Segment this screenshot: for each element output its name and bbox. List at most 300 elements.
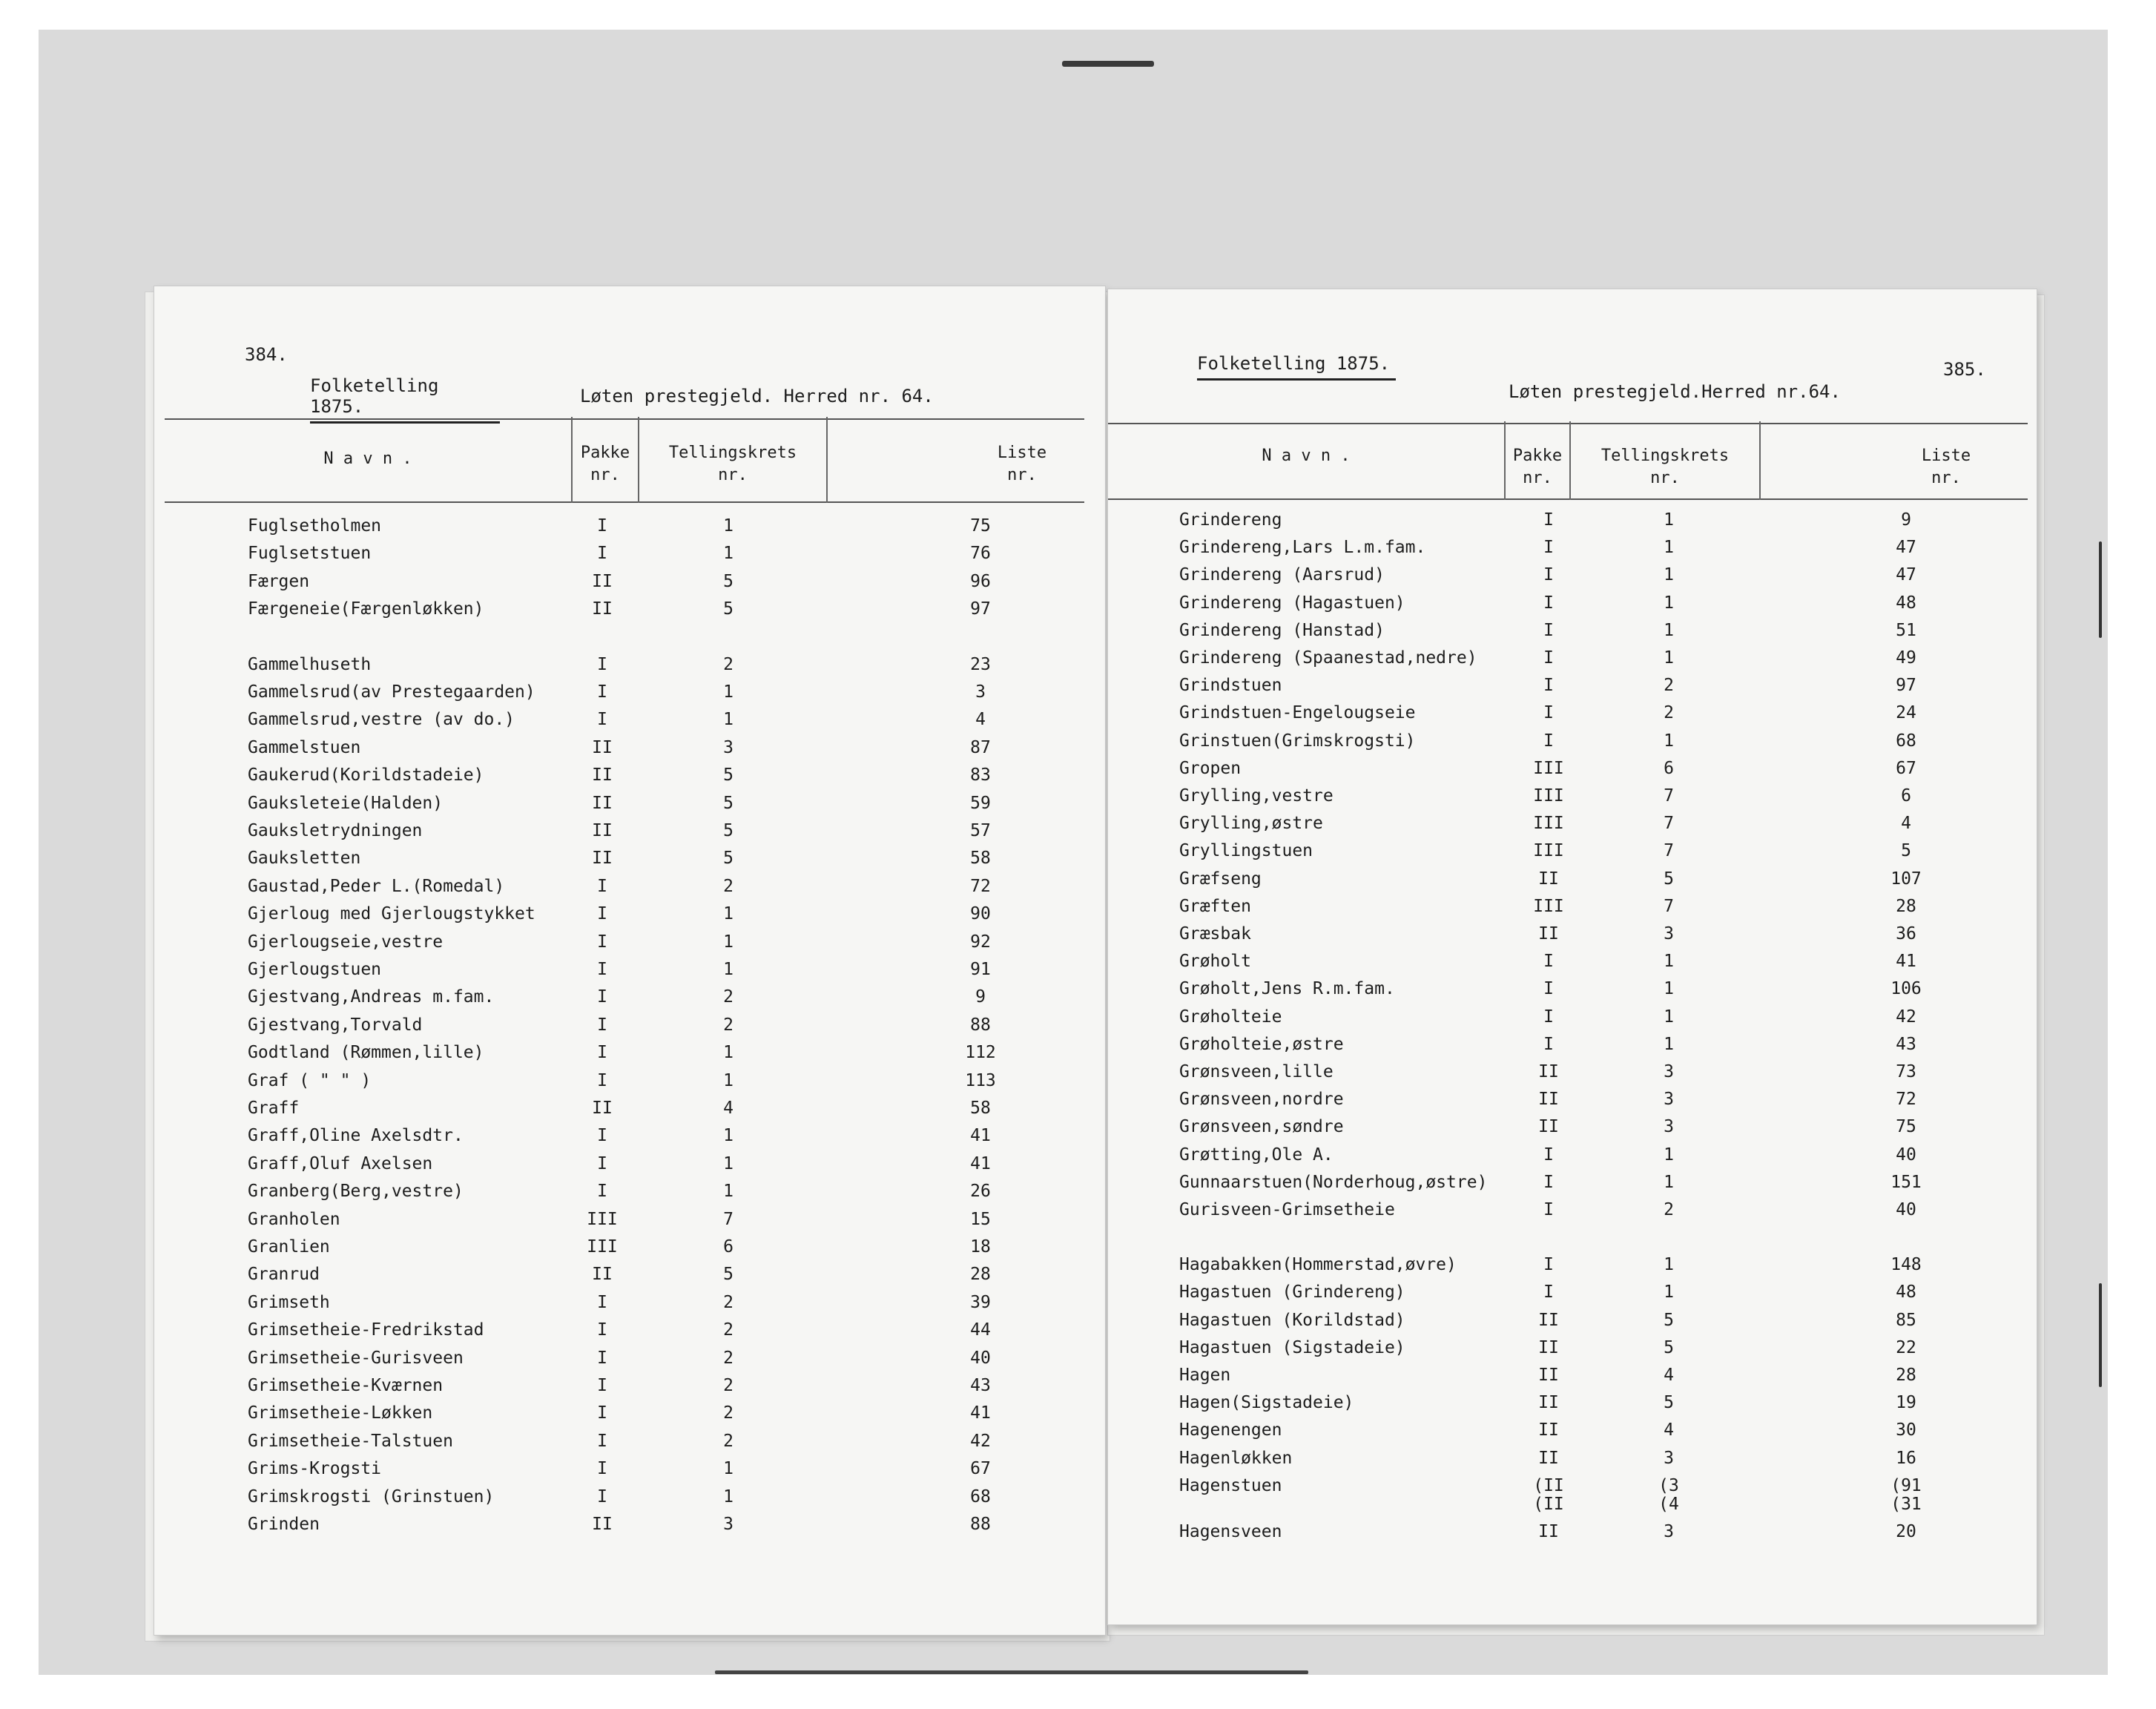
header-pakke-line1: Pakke bbox=[580, 444, 630, 462]
row-pakke-nr: II bbox=[592, 1265, 613, 1285]
row-name: Granlien bbox=[248, 1237, 330, 1257]
row-name: Grindstuen-Engelougseie bbox=[1179, 703, 1416, 723]
row-tellingskrets-nr: 1 bbox=[1664, 1034, 1674, 1054]
row-tellingskrets-nr: 1 bbox=[1664, 952, 1674, 972]
row-name: Grindereng,Lars L.m.fam. bbox=[1179, 538, 1426, 558]
row-liste-nr: 90 bbox=[970, 904, 991, 924]
table-row bbox=[154, 932, 1105, 960]
row-liste-nr: 58 bbox=[970, 849, 991, 869]
row-pakke-nr: I bbox=[597, 987, 607, 1007]
table-row bbox=[154, 987, 1105, 1015]
row-name: Hagensveen bbox=[1179, 1522, 1282, 1542]
table-row bbox=[1108, 786, 2037, 814]
table-row bbox=[154, 1293, 1105, 1320]
row-liste-nr: 85 bbox=[1896, 1310, 1916, 1330]
table-row bbox=[154, 1265, 1105, 1292]
row-tellingskrets-nr: 3 bbox=[1664, 1117, 1674, 1137]
row-liste-nr: 49 bbox=[1896, 648, 1916, 668]
row-name: Gjestvang,Torvald bbox=[248, 1015, 423, 1035]
census-title: Folketelling 1875. bbox=[1197, 353, 1396, 381]
row-liste-nr: 44 bbox=[970, 1320, 991, 1340]
table-row bbox=[154, 1459, 1105, 1486]
row-pakke-nr: II bbox=[592, 821, 613, 840]
row-liste-nr: 88 bbox=[970, 1015, 991, 1035]
table-row bbox=[1108, 1145, 2037, 1173]
table-row bbox=[154, 544, 1105, 571]
row-tellingskrets-nr: 2 bbox=[723, 1348, 733, 1368]
left-page bbox=[154, 286, 1105, 1635]
row-tellingskrets-nr: 5 bbox=[1664, 1310, 1674, 1330]
table-row bbox=[1108, 1449, 2037, 1476]
row-name: Grøholteie bbox=[1179, 1007, 1282, 1027]
row-pakke-nr: III bbox=[1533, 814, 1564, 834]
header-tellingskrets-line1: Tellingskrets bbox=[1600, 447, 1730, 465]
table-row bbox=[154, 849, 1105, 876]
row-pakke-nr: I bbox=[1543, 565, 1554, 585]
table-row bbox=[1108, 1117, 2037, 1145]
row-liste-nr: 42 bbox=[970, 1431, 991, 1451]
row-name: Grindereng (Hanstad) bbox=[1179, 620, 1385, 640]
row-liste-nr: 72 bbox=[1896, 1090, 1916, 1110]
row-liste-nr: 59 bbox=[970, 793, 991, 813]
header-pakke-line2: nr. bbox=[1523, 469, 1552, 487]
row-name: Græften bbox=[1179, 896, 1251, 916]
row-liste-nr: 18 bbox=[970, 1237, 991, 1257]
row-tellingskrets-nr: 1 bbox=[1664, 593, 1674, 613]
row-tellingskrets-nr: 2 bbox=[723, 1320, 733, 1340]
row-name: Græsbak bbox=[1179, 924, 1251, 944]
header-liste-line2: nr. bbox=[1931, 469, 1961, 487]
row-pakke-nr: III bbox=[1533, 841, 1564, 861]
row-liste-nr: 76 bbox=[970, 544, 991, 564]
table-row bbox=[1108, 897, 2037, 924]
row-pakke-nr: I bbox=[1543, 593, 1554, 613]
row-name: Grønsveen,lille bbox=[1179, 1062, 1334, 1081]
row-tellingskrets-nr: 4 bbox=[1664, 1366, 1674, 1385]
table-header-rule bbox=[1108, 498, 2028, 500]
row-name: Hagen(Sigstadeie) bbox=[1179, 1393, 1354, 1413]
row-liste-nr: 41 bbox=[970, 1403, 991, 1423]
row-tellingskrets-nr: 2 bbox=[723, 876, 733, 896]
table-row bbox=[1108, 1090, 2037, 1117]
row-pakke-nr: I bbox=[597, 904, 607, 924]
row-liste-nr: 28 bbox=[1896, 896, 1916, 916]
table-row bbox=[154, 1403, 1105, 1431]
row-pakke-nr: II bbox=[592, 793, 613, 813]
header-liste bbox=[955, 442, 1089, 487]
row-name: Grimsetheie-Talstuen bbox=[248, 1431, 453, 1451]
row-pakke-nr: I bbox=[597, 960, 607, 979]
row-name: Gropen bbox=[1179, 758, 1242, 778]
table-row bbox=[154, 1376, 1105, 1403]
row-liste-nr: 113 bbox=[965, 1070, 996, 1090]
row-pakke-nr: I bbox=[597, 1292, 607, 1312]
row-pakke-nr: I bbox=[597, 1320, 607, 1340]
row-pakke-nr: I bbox=[1543, 703, 1554, 723]
row-name: Godtland (Rømmen,lille) bbox=[248, 1043, 484, 1063]
header-navn: N a v n . bbox=[323, 450, 412, 468]
row-liste-nr: 58 bbox=[970, 1099, 991, 1118]
top-scan-mark bbox=[1062, 61, 1154, 67]
row-tellingskrets-nr: 3 bbox=[723, 1515, 733, 1534]
table-row bbox=[154, 765, 1105, 793]
row-tellingskrets-nr: 5 bbox=[723, 849, 733, 869]
row-tellingskrets-nr: 7 bbox=[1664, 896, 1674, 916]
table-row bbox=[154, 516, 1105, 544]
row-liste-nr: 47 bbox=[1896, 538, 1916, 558]
row-pakke-nr: (II bbox=[1533, 1495, 1564, 1514]
row-tellingskrets-nr: 4 bbox=[723, 1099, 733, 1118]
row-name: Fuglsetholmen bbox=[248, 516, 382, 536]
row-tellingskrets-nr: 3 bbox=[1664, 1062, 1674, 1081]
row-name: Grimskrogsti (Grinstuen) bbox=[248, 1486, 495, 1507]
row-name: Grøholteie,østre bbox=[1179, 1034, 1344, 1054]
row-name: Grinstuen(Grimskrogsti) bbox=[1179, 731, 1416, 751]
row-tellingskrets-nr: 1 bbox=[1664, 510, 1674, 530]
row-liste-nr: 67 bbox=[1896, 758, 1916, 778]
row-name: Gunnaarstuen(Norderhoug,østre) bbox=[1179, 1172, 1488, 1192]
table-row bbox=[154, 1071, 1105, 1099]
row-pakke-nr: II bbox=[1538, 1393, 1559, 1413]
header-pakke-line1: Pakke bbox=[1512, 447, 1563, 465]
row-pakke-nr: I bbox=[1543, 538, 1554, 558]
row-tellingskrets-nr: 3 bbox=[1664, 1522, 1674, 1542]
row-pakke-nr: I bbox=[597, 1182, 607, 1202]
right-page bbox=[1108, 289, 2037, 1624]
row-name: Graff,Oline Axelsdtr. bbox=[248, 1126, 464, 1146]
table-row bbox=[154, 1015, 1105, 1043]
row-name: Grimsetheie-Gurisveen bbox=[248, 1348, 464, 1368]
row-tellingskrets-nr: 1 bbox=[1664, 731, 1674, 751]
row-pakke-nr: I bbox=[1543, 1282, 1554, 1303]
row-pakke-nr: II bbox=[592, 599, 613, 619]
row-pakke-nr: II bbox=[592, 1099, 613, 1118]
table-row bbox=[154, 1432, 1105, 1459]
row-tellingskrets-nr: 1 bbox=[1664, 1145, 1674, 1165]
table-top-rule bbox=[165, 418, 1084, 420]
page-number: 385. bbox=[1943, 359, 1986, 380]
table-row bbox=[1108, 1200, 2037, 1228]
row-name: Grindstuen bbox=[1179, 676, 1282, 696]
row-name: Grindereng bbox=[1179, 510, 1282, 530]
row-liste-nr: 107 bbox=[1890, 869, 1922, 889]
row-tellingskrets-nr: 5 bbox=[723, 821, 733, 840]
row-tellingskrets-nr: 3 bbox=[1664, 1090, 1674, 1110]
row-name: Grindereng (Hagastuen) bbox=[1179, 593, 1405, 613]
row-tellingskrets-nr: 7 bbox=[1664, 786, 1674, 806]
row-pakke-nr: I bbox=[1543, 1255, 1554, 1275]
row-tellingskrets-nr: 2 bbox=[723, 1292, 733, 1312]
census-title: Folketelling 1875. bbox=[310, 375, 500, 424]
row-name: Granrud bbox=[248, 1265, 320, 1285]
row-liste-nr: 47 bbox=[1896, 565, 1916, 585]
row-tellingskrets-nr: 1 bbox=[723, 682, 733, 702]
row-liste-nr: 22 bbox=[1896, 1337, 1916, 1357]
right-edge-mark bbox=[2099, 1283, 2102, 1387]
row-pakke-nr: I bbox=[597, 1153, 607, 1173]
row-tellingskrets-nr: 1 bbox=[1664, 1007, 1674, 1027]
table-row bbox=[1108, 759, 2037, 786]
header-liste bbox=[1879, 445, 2013, 490]
row-tellingskrets-nr: 1 bbox=[1664, 648, 1674, 668]
row-liste-nr: 23 bbox=[970, 654, 991, 674]
row-name: Grønsveen,nordre bbox=[1179, 1090, 1344, 1110]
row-liste-nr: 24 bbox=[1896, 703, 1916, 723]
row-pakke-nr: I bbox=[1543, 676, 1554, 696]
row-liste-nr: 75 bbox=[1896, 1117, 1916, 1137]
row-liste-nr: 41 bbox=[970, 1153, 991, 1173]
table-row bbox=[154, 1487, 1105, 1515]
column-separator bbox=[826, 417, 828, 503]
table-row bbox=[1108, 1311, 2037, 1338]
row-pakke-nr: I bbox=[597, 1070, 607, 1090]
row-liste-nr: 39 bbox=[970, 1292, 991, 1312]
row-liste-nr: 48 bbox=[1896, 593, 1916, 613]
table-row bbox=[1108, 1420, 2037, 1448]
table-row bbox=[1108, 510, 2037, 538]
header-liste-line1: Liste bbox=[997, 444, 1047, 462]
row-tellingskrets-nr: 5 bbox=[1664, 1393, 1674, 1413]
row-tellingskrets-nr: 2 bbox=[1664, 703, 1674, 723]
row-pakke-nr: I bbox=[1543, 648, 1554, 668]
row-liste-nr: 43 bbox=[970, 1376, 991, 1395]
row-pakke-nr: I bbox=[1543, 510, 1554, 530]
row-pakke-nr: (II bbox=[1533, 1475, 1564, 1495]
row-liste-nr: 68 bbox=[1896, 731, 1916, 751]
table-row bbox=[1108, 703, 2037, 731]
row-pakke-nr: II bbox=[1538, 1310, 1559, 1330]
row-tellingskrets-nr: 5 bbox=[723, 765, 733, 786]
table-row bbox=[1108, 1062, 2037, 1090]
row-tellingskrets-nr: 2 bbox=[723, 1403, 733, 1423]
row-name: Granberg(Berg,vestre) bbox=[248, 1182, 464, 1202]
header-navn: N a v n . bbox=[1262, 447, 1351, 465]
table-row bbox=[1108, 1282, 2037, 1310]
row-liste-nr: 57 bbox=[970, 821, 991, 840]
row-pakke-nr: I bbox=[597, 516, 607, 536]
header-pakke-line2: nr. bbox=[590, 466, 620, 484]
row-tellingskrets-nr: 6 bbox=[1664, 758, 1674, 778]
table-row bbox=[1108, 1007, 2037, 1035]
row-liste-nr: 9 bbox=[1901, 510, 1911, 530]
row-liste-nr: 26 bbox=[970, 1182, 991, 1202]
row-tellingskrets-nr: 1 bbox=[723, 932, 733, 952]
table-row bbox=[154, 655, 1105, 682]
table-row bbox=[1108, 814, 2037, 841]
table-row bbox=[154, 1237, 1105, 1265]
row-tellingskrets-nr: 1 bbox=[723, 1043, 733, 1063]
table-row bbox=[1108, 648, 2037, 676]
row-liste-nr: 36 bbox=[1896, 924, 1916, 944]
table-row bbox=[1108, 676, 2037, 703]
row-tellingskrets-nr: (4 bbox=[1658, 1495, 1679, 1514]
table-row bbox=[1108, 924, 2037, 952]
row-pakke-nr: I bbox=[597, 1348, 607, 1368]
header-tellingskrets-line2: nr. bbox=[1650, 469, 1680, 487]
row-name: Gammelsrud(av Prestegaarden) bbox=[248, 682, 535, 702]
table-row bbox=[1108, 1495, 2037, 1522]
row-name: Hagabakken(Hommerstad,øvre) bbox=[1179, 1255, 1457, 1275]
row-tellingskrets-nr: 5 bbox=[1664, 869, 1674, 889]
row-pakke-nr: I bbox=[597, 1403, 607, 1423]
table-row bbox=[154, 1349, 1105, 1376]
row-tellingskrets-nr: 5 bbox=[1664, 1337, 1674, 1357]
row-liste-nr: 40 bbox=[1896, 1200, 1916, 1219]
row-liste-nr: 68 bbox=[970, 1486, 991, 1507]
table-header-rule bbox=[165, 501, 1084, 503]
row-pakke-nr: I bbox=[597, 544, 607, 564]
table-row bbox=[154, 960, 1105, 987]
table-row bbox=[1108, 538, 2037, 565]
row-name: Gjerlougstuen bbox=[248, 960, 382, 979]
row-tellingskrets-nr: 1 bbox=[723, 1070, 733, 1090]
row-name: Gaustad,Peder L.(Romedal) bbox=[248, 876, 505, 896]
table-row bbox=[154, 904, 1105, 932]
row-name: Gammelsrud,vestre (av do.) bbox=[248, 710, 515, 730]
row-liste-nr: 19 bbox=[1896, 1393, 1916, 1413]
row-name: Hagenstuen bbox=[1179, 1475, 1282, 1495]
row-pakke-nr: II bbox=[592, 737, 613, 757]
row-pakke-nr: II bbox=[592, 1515, 613, 1534]
row-pakke-nr: II bbox=[1538, 1420, 1559, 1440]
header-liste-line1: Liste bbox=[1921, 447, 1971, 465]
row-name: Gammelstuen bbox=[248, 737, 361, 757]
row-liste-nr: 3 bbox=[975, 682, 986, 702]
row-tellingskrets-nr: 1 bbox=[723, 710, 733, 730]
row-name: Fuglsetstuen bbox=[248, 544, 372, 564]
table-row bbox=[1108, 1173, 2037, 1200]
row-name: Gurisveen-Grimsetheie bbox=[1179, 1200, 1395, 1219]
row-pakke-nr: I bbox=[597, 1486, 607, 1507]
table-row bbox=[1108, 952, 2037, 979]
row-liste-nr: 16 bbox=[1896, 1448, 1916, 1468]
row-liste-nr: 91 bbox=[970, 960, 991, 979]
row-name: Grønsveen,søndre bbox=[1179, 1117, 1344, 1137]
row-tellingskrets-nr: 1 bbox=[1664, 979, 1674, 999]
row-tellingskrets-nr: 1 bbox=[723, 1486, 733, 1507]
row-liste-nr: 6 bbox=[1901, 786, 1911, 806]
row-liste-nr: 88 bbox=[970, 1515, 991, 1534]
header-liste-line2: nr. bbox=[1007, 466, 1037, 484]
table-row bbox=[154, 572, 1105, 599]
row-name: Hagenengen bbox=[1179, 1420, 1282, 1440]
table-row bbox=[154, 1126, 1105, 1153]
row-liste-nr: 40 bbox=[1896, 1145, 1916, 1165]
row-tellingskrets-nr: 1 bbox=[723, 904, 733, 924]
row-tellingskrets-nr: 3 bbox=[723, 737, 733, 757]
row-pakke-nr: II bbox=[1538, 924, 1559, 944]
row-name: Hagen bbox=[1179, 1366, 1231, 1385]
header-tellingskrets bbox=[639, 442, 826, 487]
table-row bbox=[1108, 841, 2037, 869]
row-pakke-nr: II bbox=[1538, 1366, 1559, 1385]
row-tellingskrets-nr: 3 bbox=[1664, 924, 1674, 944]
row-pakke-nr: II bbox=[1538, 1062, 1559, 1081]
row-pakke-nr: II bbox=[1538, 1522, 1559, 1542]
row-pakke-nr: I bbox=[597, 710, 607, 730]
row-name: Gauksletten bbox=[248, 849, 361, 869]
row-liste-nr: 15 bbox=[970, 1209, 991, 1229]
row-tellingskrets-nr: 1 bbox=[723, 1126, 733, 1146]
table-row bbox=[1108, 1366, 2037, 1393]
table-row bbox=[1108, 1035, 2037, 1062]
row-pakke-nr: II bbox=[1538, 1448, 1559, 1468]
row-name: Gauksleteie(Halden) bbox=[248, 793, 444, 813]
row-pakke-nr: III bbox=[587, 1237, 618, 1257]
row-tellingskrets-nr: 2 bbox=[723, 1015, 733, 1035]
row-liste-nr: 41 bbox=[970, 1126, 991, 1146]
row-liste-nr: 96 bbox=[970, 571, 991, 591]
row-tellingskrets-nr: 1 bbox=[723, 1182, 733, 1202]
table-row bbox=[154, 1043, 1105, 1070]
row-name: Granholen bbox=[248, 1209, 340, 1229]
table-row bbox=[1108, 593, 2037, 621]
row-name: Færgeneie(Færgenløkken) bbox=[248, 599, 484, 619]
row-name: Grylling,vestre bbox=[1179, 786, 1334, 806]
table-row bbox=[154, 877, 1105, 904]
row-name: Gjerlougseie,vestre bbox=[248, 932, 444, 952]
row-tellingskrets-nr: 1 bbox=[723, 544, 733, 564]
column-separator bbox=[1759, 421, 1761, 500]
header-tellingskrets bbox=[1571, 445, 1759, 490]
row-liste-nr: 4 bbox=[975, 710, 986, 730]
row-liste-nr: 67 bbox=[970, 1459, 991, 1479]
table-row bbox=[154, 1182, 1105, 1209]
row-tellingskrets-nr: 3 bbox=[1664, 1448, 1674, 1468]
row-tellingskrets-nr: 1 bbox=[1664, 620, 1674, 640]
row-liste-nr: 40 bbox=[970, 1348, 991, 1368]
row-tellingskrets-nr: 2 bbox=[723, 654, 733, 674]
row-pakke-nr: II bbox=[592, 571, 613, 591]
table-row bbox=[154, 738, 1105, 765]
row-name: Grøholt,Jens R.m.fam. bbox=[1179, 979, 1395, 999]
row-name: Grindereng (Aarsrud) bbox=[1179, 565, 1385, 585]
row-tellingskrets-nr: 1 bbox=[723, 516, 733, 536]
row-liste-nr: 97 bbox=[1896, 676, 1916, 696]
table-row bbox=[154, 1154, 1105, 1182]
row-tellingskrets-nr: 1 bbox=[723, 1459, 733, 1479]
row-liste-nr: 83 bbox=[970, 765, 991, 786]
row-pakke-nr: I bbox=[597, 682, 607, 702]
table-row bbox=[1108, 979, 2037, 1007]
row-name: Hagastuen (Grindereng) bbox=[1179, 1282, 1405, 1303]
row-liste-nr: 4 bbox=[1901, 814, 1911, 834]
row-tellingskrets-nr: 2 bbox=[723, 1376, 733, 1395]
row-pakke-nr: I bbox=[597, 1376, 607, 1395]
row-liste-nr: 92 bbox=[970, 932, 991, 952]
row-tellingskrets-nr: 1 bbox=[723, 960, 733, 979]
table-row bbox=[154, 1210, 1105, 1237]
header-pakke bbox=[573, 442, 638, 487]
parish-header: Løten prestegjeld. Herred nr. 64. bbox=[580, 386, 934, 406]
row-liste-nr: 106 bbox=[1890, 979, 1922, 999]
right-edge-mark bbox=[2099, 541, 2102, 638]
row-liste-nr: 48 bbox=[1896, 1282, 1916, 1303]
table-row bbox=[1108, 565, 2037, 593]
row-pakke-nr: I bbox=[1543, 1034, 1554, 1054]
row-name: Gjestvang,Andreas m.fam. bbox=[248, 987, 495, 1007]
row-tellingskrets-nr: 2 bbox=[1664, 1200, 1674, 1219]
row-tellingskrets-nr: 2 bbox=[723, 1431, 733, 1451]
row-name: Grinden bbox=[248, 1515, 320, 1534]
row-name: Grøtting,Ole A. bbox=[1179, 1145, 1334, 1165]
row-pakke-nr: III bbox=[587, 1209, 618, 1229]
row-liste-nr: 112 bbox=[965, 1043, 996, 1063]
row-pakke-nr: I bbox=[1543, 1172, 1554, 1192]
row-pakke-nr: I bbox=[1543, 1200, 1554, 1219]
row-tellingskrets-nr: 1 bbox=[1664, 1255, 1674, 1275]
table-row bbox=[1108, 621, 2037, 648]
